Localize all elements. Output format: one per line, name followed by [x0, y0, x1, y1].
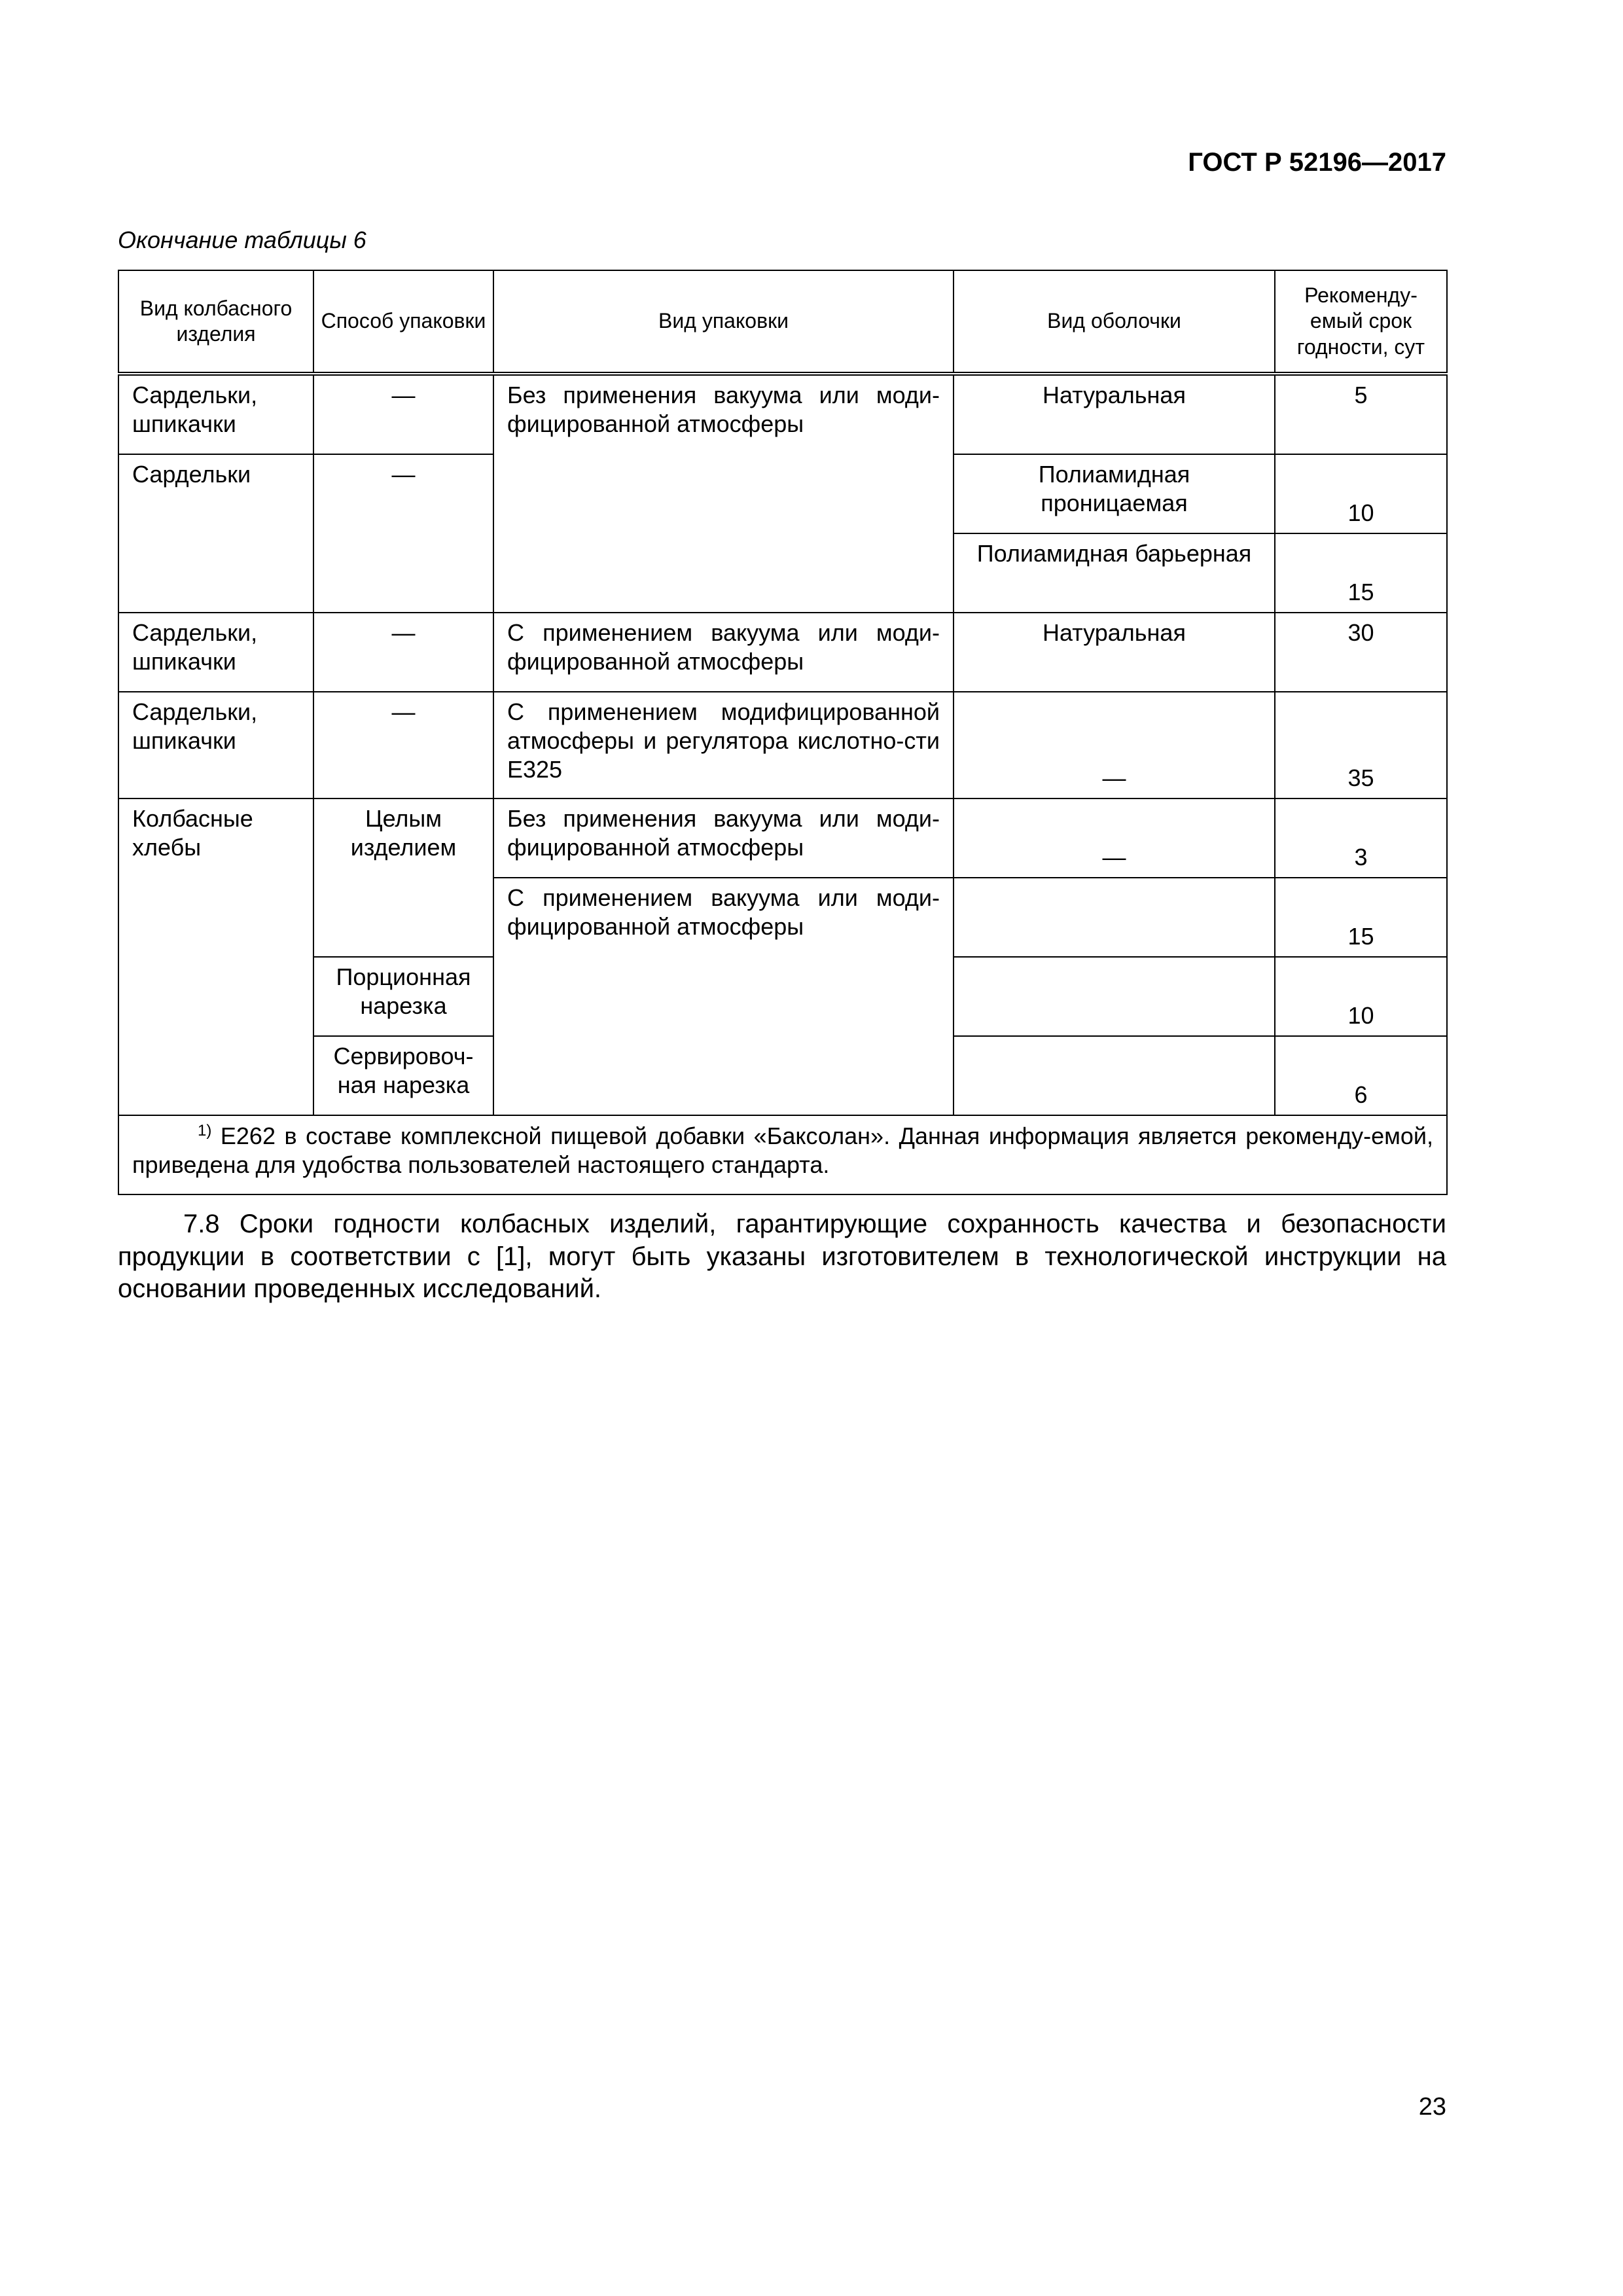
cell-package: Без применения вакуума или моди-фицированной атмосферы — [493, 374, 954, 613]
cell-product: Сардельки, шпикачки — [118, 374, 313, 454]
footnote-mark: 1) — [198, 1122, 212, 1139]
table-caption: Окончание таблицы 6 — [118, 226, 366, 253]
table-row — [118, 613, 1447, 692]
section-paragraph: 7.8 Сроки годности колбасных изделий, гарантирующие сохранность качества и безопасности продукции в соответствии с [1], могут быть указаны изготовителем в технологической инструкции на основании проведенных исследований. — [118, 1210, 1446, 1304]
header-shelf-life: Рекоменду-емый срок годности, сут — [1275, 270, 1447, 374]
cell-shelf-life: 6 — [1275, 1036, 1447, 1115]
cell-method: — — [313, 454, 493, 613]
cell-casing: Натуральная — [954, 613, 1275, 692]
cell-method: — — [313, 613, 493, 692]
table-header-row — [118, 270, 1447, 374]
table-footnote — [118, 1115, 1447, 1194]
shelf-life-table — [118, 270, 1448, 1195]
header-package: Вид упаковки — [493, 270, 954, 374]
cell-method: — — [313, 692, 493, 798]
header-method: Способ упаковки — [313, 270, 493, 374]
cell-package: С применением вакуума или моди-фицированной атмосферы — [493, 878, 954, 1115]
cell-shelf-life: 30 — [1275, 613, 1447, 692]
standard-code: ГОСТ Р 52196—2017 — [1188, 148, 1446, 177]
cell-shelf-life: 10 — [1275, 957, 1447, 1036]
table-row — [118, 692, 1447, 798]
cell-method: — — [313, 374, 493, 454]
cell-product: Колбасные хлебы — [118, 798, 313, 1115]
cell-casing: Полиамидная проницаемая — [954, 454, 1275, 533]
cell-casing — [954, 1036, 1275, 1115]
cell-casing — [954, 957, 1275, 1036]
cell-shelf-life: 10 — [1275, 454, 1447, 533]
cell-method: Сервировоч-ная нарезка — [313, 1036, 493, 1115]
cell-shelf-life: 35 — [1275, 692, 1447, 798]
cell-shelf-life: 15 — [1275, 533, 1447, 613]
footnote-text: Е262 в составе комплексной пищевой добавки «Баксолан». Данная информация является рекоменду-емой, приведена для удобства пользователей настоящего стандарта. — [132, 1122, 1433, 1178]
cell-shelf-life: 15 — [1275, 878, 1447, 957]
cell-shelf-life: 5 — [1275, 374, 1447, 454]
cell-method: Порционная нарезка — [313, 957, 493, 1036]
cell-method: Целым изделием — [313, 798, 493, 957]
cell-casing: — — [954, 692, 1275, 798]
cell-casing: — — [954, 798, 1275, 878]
cell-product: Сардельки — [118, 454, 313, 613]
header-product: Вид колбасного изделия — [118, 270, 313, 374]
cell-shelf-life: 3 — [1275, 798, 1447, 878]
cell-casing: Натуральная — [954, 374, 1275, 454]
table-footnote-row — [118, 1115, 1447, 1194]
cell-casing: Полиамидная барьерная — [954, 533, 1275, 613]
cell-product: Сардельки, шпикачки — [118, 613, 313, 692]
cell-casing — [954, 878, 1275, 957]
table-row — [118, 374, 1447, 454]
header-casing: Вид оболочки — [954, 270, 1275, 374]
cell-package: С применением вакуума или моди-фицированной атмосферы — [493, 613, 954, 692]
cell-product: Сардельки, шпикачки — [118, 692, 313, 798]
cell-package: С применением модифицированной атмосферы и регулятора кислотно-сти Е325 — [493, 692, 954, 798]
table-row — [118, 798, 1447, 878]
page-number: 23 — [1418, 2093, 1446, 2121]
cell-package: Без применения вакуума или моди-фицированной атмосферы — [493, 798, 954, 878]
